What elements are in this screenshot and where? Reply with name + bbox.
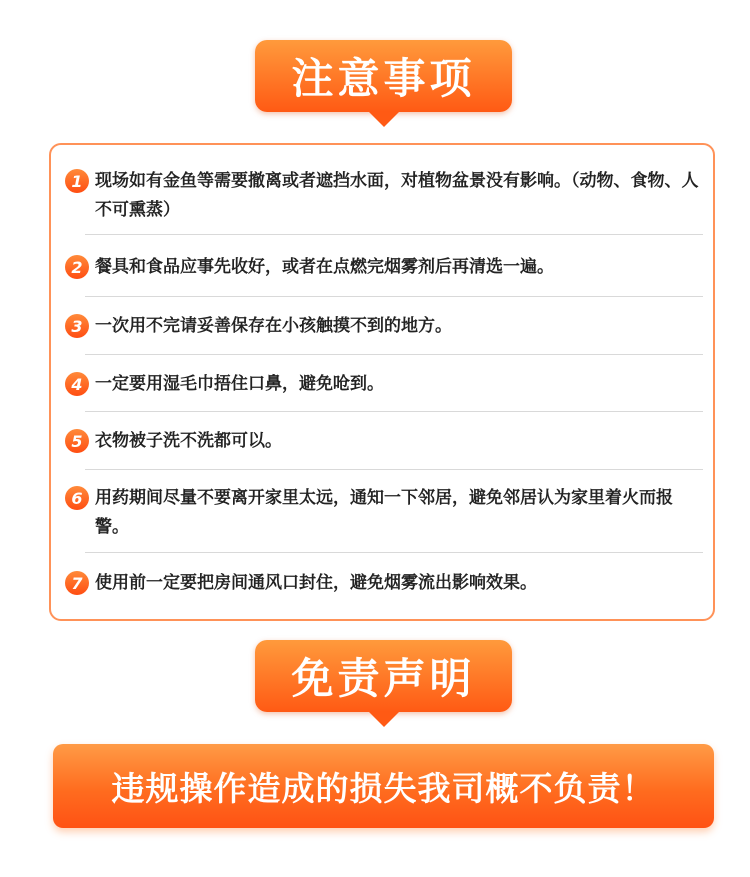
disclaimer-title-badge [255,640,512,712]
divider [85,411,703,412]
number-5-icon: 5 [65,429,89,453]
list-item [65,167,703,225]
disclaimer-text: 违规操作造成的损失我司概不负责！ [111,768,656,808]
number-4-icon: 4 [65,372,89,396]
list-item [65,253,703,282]
list-item [65,370,703,399]
number-6-icon: 6 [65,486,89,510]
list-item-text: 用药期间尽量不要离开家里太远，通知一下邻居，避免邻居认为家里着火而报警。 [95,488,673,537]
list-item-text: 使用前一定要把房间通风口封住，避免烟雾流出影响效果。 [95,573,537,593]
list-item-text: 一次用不完请妥善保存在小孩触摸不到的地方。 [95,316,452,336]
list-item [65,427,703,456]
number-2-icon: 2 [65,255,89,279]
badge-pointer [368,111,400,127]
divider [85,552,703,553]
disclaimer-banner [53,744,714,828]
number-7-icon: 7 [65,571,89,595]
list-item [65,312,703,341]
list-item-text: 一定要用湿毛巾捂住口鼻，避免呛到。 [95,374,384,394]
notice-title-badge [255,40,512,112]
divider [85,354,703,355]
notice-title: 注意事项 [291,54,476,103]
number-3-icon: 3 [65,314,89,338]
badge-pointer [368,711,400,727]
notice-list [49,143,715,621]
divider [85,296,703,297]
number-1-icon: 1 [65,169,89,193]
divider [85,234,703,235]
list-item [65,569,703,598]
list-item-text: 衣物被子洗不洗都可以。 [95,431,282,451]
divider [85,469,703,470]
list-item-text: 餐具和食品应事先收好，或者在点燃完烟雾剂后再清选一遍。 [95,257,554,277]
list-item [65,484,703,542]
disclaimer-title: 免责声明 [291,654,476,703]
list-item-text: 现场如有金鱼等需要撤离或者遮挡水面，对植物盆景没有影响。（动物、食物、人不可熏蒸） [95,171,699,220]
